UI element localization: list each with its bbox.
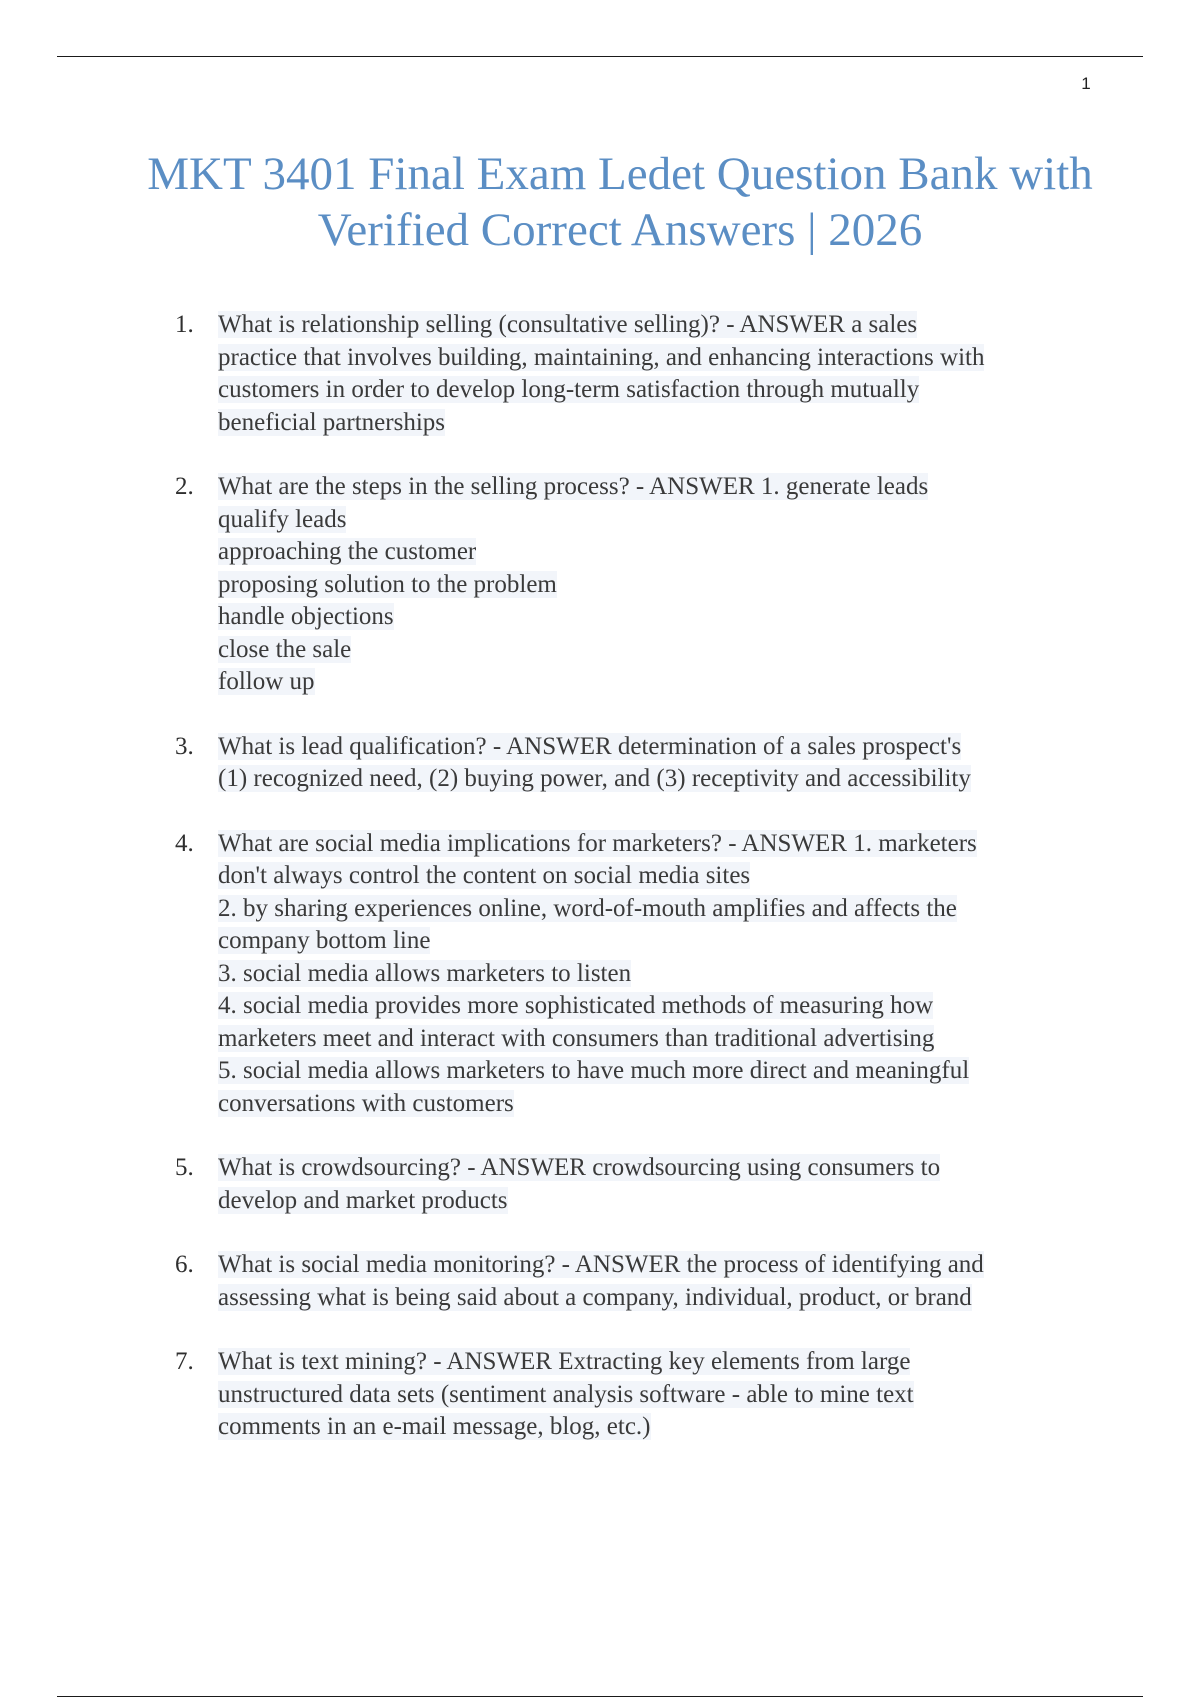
text-line bbox=[218, 342, 1098, 375]
question-item bbox=[0, 731, 1200, 796]
text-line bbox=[218, 309, 1098, 342]
text-line-content: proposing solution to the problem bbox=[218, 570, 557, 598]
text-line bbox=[218, 1023, 1098, 1056]
text-line-content: don't always control the content on social media sites bbox=[218, 862, 751, 889]
text-line-content: assessing what is being said about a company, individual, product, or brand bbox=[218, 1283, 972, 1311]
text-line bbox=[218, 601, 1098, 634]
text-line-content: unstructured data sets (sentiment analysis software - able to mine text bbox=[218, 1380, 914, 1408]
question-list bbox=[0, 309, 1200, 1476]
question-answer-text bbox=[218, 1346, 1098, 1444]
text-line-content: follow up bbox=[218, 668, 315, 695]
text-line bbox=[218, 504, 1098, 537]
text-line bbox=[218, 1088, 1098, 1121]
page-number: 1 bbox=[1081, 74, 1091, 93]
text-line-content: develop and market products bbox=[218, 1186, 508, 1214]
text-line bbox=[218, 1282, 1098, 1315]
question-item bbox=[0, 1249, 1200, 1314]
text-line-content: close the sale bbox=[218, 635, 352, 663]
text-line bbox=[218, 763, 1098, 796]
text-line-content: 5. social media allows marketers to have much more direct and meaningful bbox=[218, 1057, 970, 1084]
question-item bbox=[0, 1346, 1200, 1444]
question-number: 1. bbox=[175, 311, 194, 338]
text-line-content: customers in order to develop long-term satisfaction through mutually bbox=[218, 376, 920, 403]
question-answer-text bbox=[218, 309, 1098, 439]
text-line bbox=[218, 666, 1098, 699]
text-line bbox=[218, 828, 1098, 861]
text-line-content: What is crowdsourcing? - ANSWER crowdsourcing using consumers to bbox=[218, 1154, 941, 1181]
question-number: 3. bbox=[175, 732, 194, 760]
question-answer-text bbox=[218, 828, 1098, 1121]
text-line bbox=[218, 634, 1098, 667]
text-line bbox=[218, 925, 1098, 958]
text-line bbox=[218, 1055, 1098, 1088]
text-line bbox=[218, 1249, 1098, 1282]
footer-rule bbox=[57, 1696, 1143, 1697]
text-line-content: What are social media implications for marketers? - ANSWER 1. marketers bbox=[218, 829, 977, 857]
text-line bbox=[218, 731, 1098, 764]
header-rule bbox=[57, 56, 1143, 57]
question-answer-text bbox=[218, 1152, 1098, 1217]
text-line bbox=[218, 1379, 1098, 1412]
text-line bbox=[218, 374, 1098, 407]
text-line bbox=[218, 990, 1098, 1023]
text-line-content: What is social media monitoring? - ANSWER the process of identifying and bbox=[218, 1251, 984, 1278]
text-line-content: conversations with customers bbox=[218, 1089, 514, 1117]
document-title: MKT 3401 Final Exam Ledet Question Bank with Verified Correct Answers | 2026 bbox=[147, 148, 1093, 256]
text-line bbox=[218, 407, 1098, 440]
text-line-content: comments in an e-mail message, blog, etc.) bbox=[218, 1413, 651, 1440]
question-item bbox=[0, 1152, 1200, 1217]
question-item bbox=[0, 309, 1200, 439]
text-line-content: practice that involves building, maintaining, and enhancing interactions with bbox=[218, 343, 985, 371]
question-number: 4. bbox=[175, 829, 194, 857]
question-answer-text bbox=[218, 471, 1098, 699]
text-line-content: What is lead qualification? - ANSWER determination of a sales prospect's bbox=[218, 732, 962, 760]
text-line-content: (1) recognized need, (2) buying power, and (3) receptivity and accessibility bbox=[218, 765, 971, 792]
question-item bbox=[0, 471, 1200, 699]
question-answer-text bbox=[218, 1249, 1098, 1314]
question-number: 5. bbox=[175, 1154, 194, 1181]
text-line bbox=[218, 860, 1098, 893]
text-line bbox=[218, 1346, 1098, 1379]
text-line bbox=[218, 1411, 1098, 1444]
text-line-content: handle objections bbox=[218, 603, 394, 630]
text-line bbox=[218, 536, 1098, 569]
text-line bbox=[218, 471, 1098, 504]
text-line bbox=[218, 1185, 1098, 1218]
text-line-content: marketers meet and interact with consumers than traditional advertising bbox=[218, 1024, 935, 1052]
text-line-content: What are the steps in the selling process? - ANSWER 1. generate leads bbox=[218, 473, 929, 500]
text-line-content: approaching the customer bbox=[218, 538, 477, 565]
text-line-content: qualify leads bbox=[218, 505, 347, 533]
text-line-content: 3. social media allows marketers to listen bbox=[218, 959, 632, 987]
text-line bbox=[218, 1152, 1098, 1185]
question-answer-text bbox=[218, 731, 1098, 796]
text-line bbox=[218, 569, 1098, 602]
text-line bbox=[218, 958, 1098, 991]
text-line-content: 2. by sharing experiences online, word-of-mouth amplifies and affects the bbox=[218, 894, 957, 922]
question-number: 2. bbox=[175, 473, 194, 500]
text-line-content: What is text mining? - ANSWER Extracting key elements from large bbox=[218, 1348, 911, 1375]
question-number: 7. bbox=[175, 1348, 194, 1375]
text-line-content: company bottom line bbox=[218, 927, 431, 954]
text-line-content: beneficial partnerships bbox=[218, 408, 445, 436]
text-line bbox=[218, 893, 1098, 926]
text-line-content: What is relationship selling (consultative selling)? - ANSWER a sales bbox=[218, 311, 918, 338]
text-line-content: 4. social media provides more sophisticated methods of measuring how bbox=[218, 992, 934, 1019]
question-item bbox=[0, 828, 1200, 1121]
question-number: 6. bbox=[175, 1251, 194, 1278]
